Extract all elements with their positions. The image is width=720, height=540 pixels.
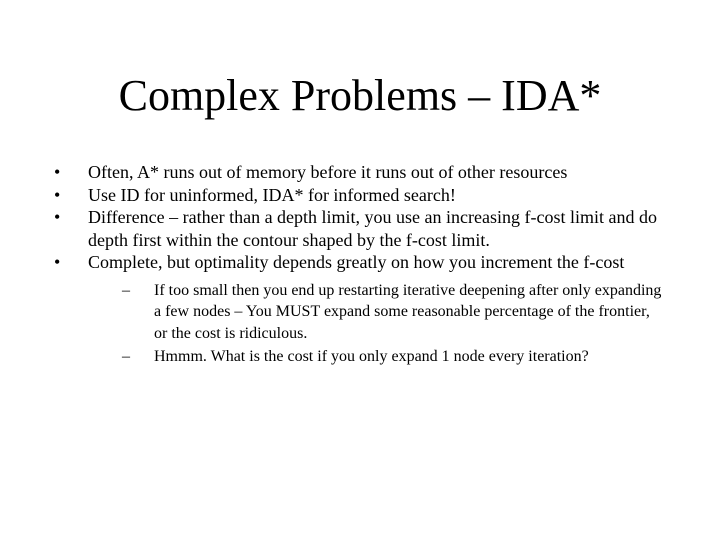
bullet-marker: • (54, 252, 61, 272)
slide-title: Complex Problems – IDA* (118, 71, 602, 120)
bullet-marker: • (54, 207, 61, 227)
bullet-marker: • (54, 162, 61, 182)
bullet-text: Use ID for uninformed, IDA* for informed search! (88, 184, 456, 205)
bullet-item (54, 161, 664, 184)
bullet-item (54, 251, 664, 368)
bullet-item (54, 184, 664, 207)
bullet-text: Often, A* runs out of memory before it runs out of other resources (88, 162, 568, 182)
sub-bullet-item (88, 346, 664, 368)
bullet-text: Difference – rather than a depth limit, you use an increasing f-cost limit and do depth first within the contour shaped by the f-cost limit. (88, 207, 657, 250)
sub-bullet-list (88, 280, 664, 368)
bullet-marker: • (54, 184, 61, 205)
bullet-item (54, 206, 664, 251)
bullet-list (54, 161, 664, 370)
sub-bullet-text: Hmmm. What is the cost if you only expand 1 node every iteration? (154, 348, 589, 365)
sub-bullet-text: If too small then you end up restarting iterative deepening after only expanding a few nodes – You MUST expand some reasonable percentage of the frontier, or the cost is ridiculous. (154, 281, 662, 342)
bullet-text: Complete, but optimality depends greatly on how you increment the f-cost (88, 252, 625, 272)
sub-bullet-item (88, 280, 664, 345)
sub-bullet-marker: – (122, 281, 130, 299)
sub-bullet-marker: – (122, 348, 130, 365)
